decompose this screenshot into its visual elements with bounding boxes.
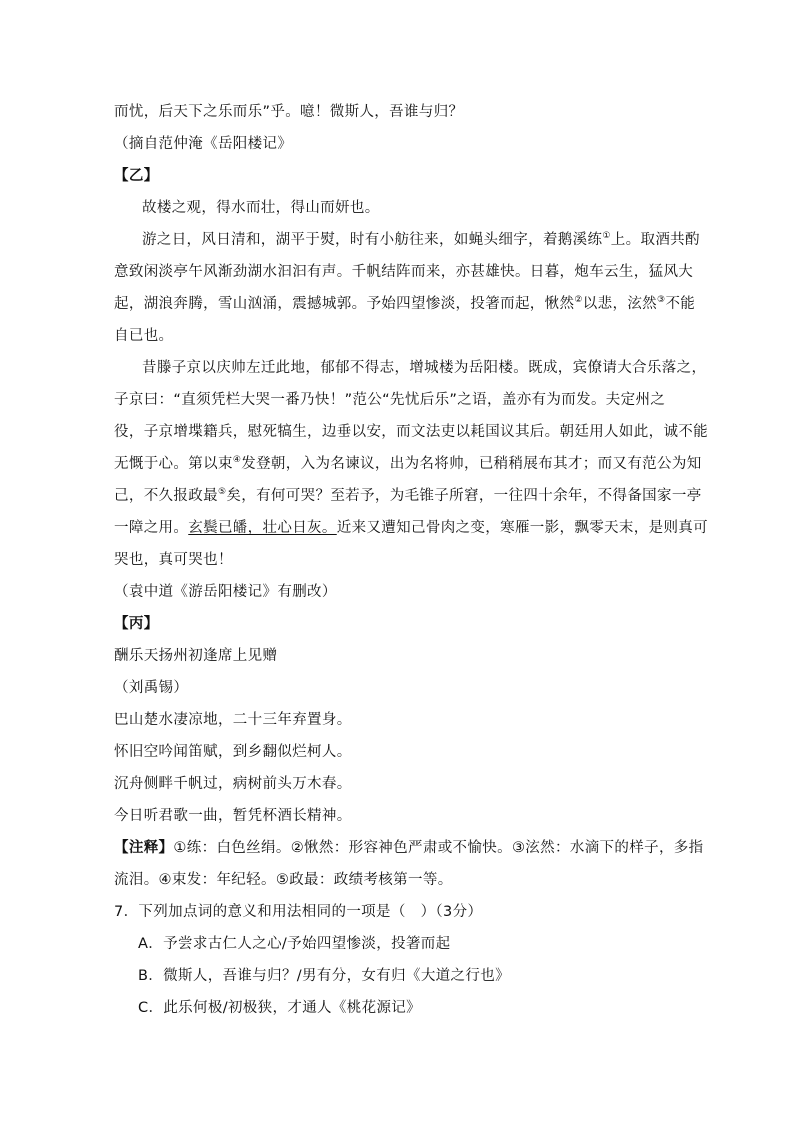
jia-source: （摘自范仲淹《岳阳楼记》 xyxy=(114,136,293,152)
poem-line-4: 今日听君歌一曲，暂凭杯酒长精神。 xyxy=(114,808,352,824)
poem-author: （刘禹锡） xyxy=(114,680,189,696)
yi-p3-line-7: 哭也，真可哭也！ xyxy=(114,552,233,568)
question-stem: 7．下列加点词的意义和用法相同的一项是（ ）（3分） xyxy=(114,904,483,920)
jia-text-line: 而忧，后天下之乐而乐”乎。噫！微斯人，吾谁与归？ xyxy=(114,104,464,120)
option-b: B．微斯人，吾谁与归？/男有分，女有归《大道之行也》 xyxy=(138,968,510,984)
notes-line-2: 流泪。④束发：年纪轻。⑤政最：政绩考核第一等。 xyxy=(114,872,453,888)
poem-line-3: 沉舟侧畔千帆过，病树前头万木春。 xyxy=(114,776,352,792)
yi-p3-line-6: 一障之用。玄鬓已皤，壮心日灰。近来又遭知己骨肉之变，寒雁一影，飘零天末，是则真可 xyxy=(114,520,708,536)
yi-p2-line-2: 意致闲淡亭午风渐劲湖水汩汩有声。千帆结阵而来，亦甚雄快。日暮，炮车云生，猛风大 xyxy=(114,264,694,280)
yi-header: 【乙】 xyxy=(114,168,159,184)
yi-paragraph-1: 故楼之观，得水而壮，得山而妍也。 xyxy=(142,200,380,216)
yi-p3-line-3: 役，子京增堞籍兵，慰死犒生，边垂以安，而文法吏以耗国议其后。朝廷用人如此，诚不能 xyxy=(114,424,708,440)
poem-line-1: 巴山楚水凄凉地，二十三年弃置身。 xyxy=(114,712,352,728)
note-marker-5: ⑤ xyxy=(217,487,227,497)
yi-p2-line-3: 起，湖浪奔腾，雪山汹涌，震撼城郭。予始四望惨淡，投箸而起，愀然②以悲，泫然③不能 xyxy=(114,295,696,312)
poem-line-2: 怀旧空吟闻笛赋，到乡翻似烂柯人。 xyxy=(114,744,352,760)
yi-source: （袁中道《游岳阳楼记》有删改） xyxy=(114,584,337,600)
option-a: A．予尝求古仁人之心/予始四望惨淡，投箸而起 xyxy=(138,936,451,952)
yi-p2-line-1: 游之日，风日清和，湖平于熨，时有小舫往来，如蝇头细字，着鹅溪练①上。取酒共酌 xyxy=(142,231,700,248)
poem-title: 酬乐天扬州初逢席上见赠 xyxy=(114,648,278,664)
yi-p3-line-2: 子京曰：“直须凭栏大哭一番乃快！”范公“先忧后乐”之语，盖亦有为而发。夫定州之 xyxy=(114,392,666,408)
note-marker-2: ② xyxy=(574,295,583,305)
note-marker-3: ③ xyxy=(657,295,666,305)
notes-label: 【注释】 xyxy=(114,840,174,856)
underlined-phrase: 玄鬓已皤，壮心日灰。 xyxy=(188,520,337,536)
yi-p3-line-1: 昔滕子京以庆帅左迁此地，郁郁不得志，增城楼为岳阳楼。既成，宾僚请大合乐落之， xyxy=(142,360,707,376)
option-c: C．此乐何极/初极狭，才通人《桃花源记》 xyxy=(138,1000,422,1016)
yi-p3-line-5: 己，不久报政最⑤矣，有何可哭？至若予，为毛锥子所窘，一往四十余年，不得备国家一亭 xyxy=(114,487,702,504)
yi-p2-line-4: 自已也。 xyxy=(114,328,174,344)
yi-p3-line-4: 无慨于心。第以束④发登朝，入为名谏议，出为名将帅，已稍稍展布其才；而又有范公为知 xyxy=(114,455,702,472)
note-marker-4: ④ xyxy=(232,455,242,465)
note-marker-1: ① xyxy=(602,231,611,241)
bing-header: 【丙】 xyxy=(114,616,159,632)
notes-line-1: 【注释】①练：白色丝绢。②愀然：形容神色严肃或不愉快。③泫然：水滴下的样子，多指 xyxy=(114,840,704,856)
